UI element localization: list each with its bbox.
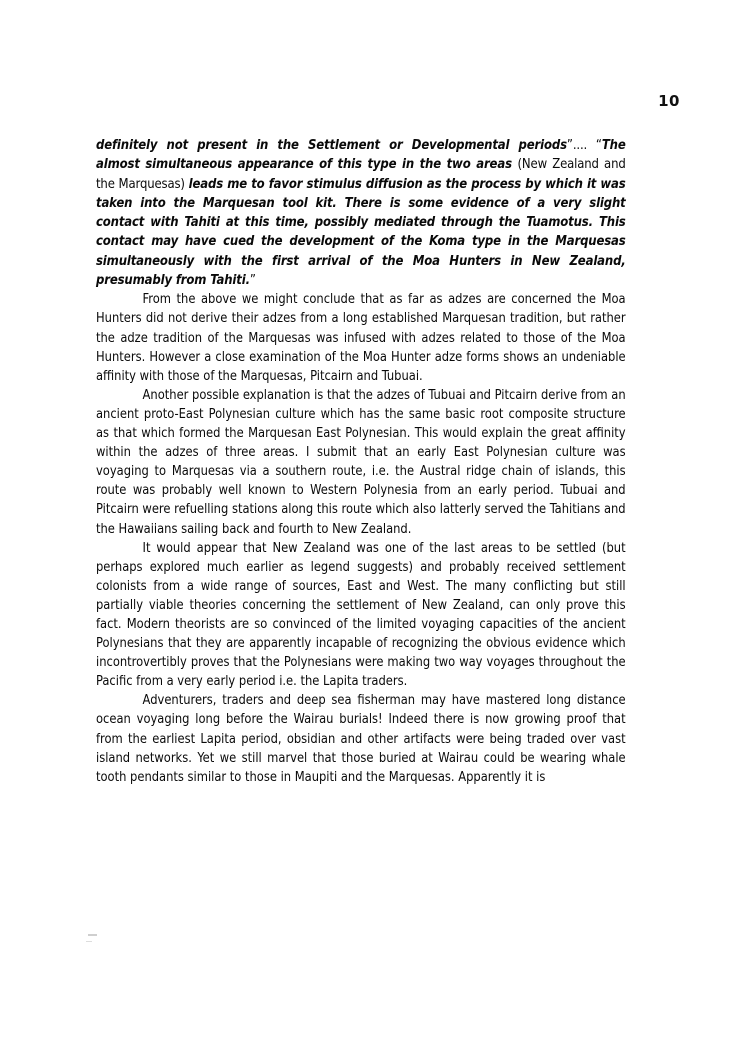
quote-run-upright-3: ” (249, 273, 256, 289)
body-paragraph-4: Adventurers, traders and deep sea fisherman may have mastered long distance ocean voyaging long before the Wairau burials! Indeed there is now growing proof that from the earliest Lapita period, obsidian and other artifacts were being traded over vast island networks. Yet we still marvel that those buried at Wairau could be wearing whale tooth pendants similar to those in Maupiti and the Marquesas. Apparently it is (96, 693, 626, 785)
quote-run-italic-1: definitely not present in the Settlement or Developmental periods (96, 138, 567, 153)
quote-run-upright-1: ”.... “ (566, 138, 602, 153)
block-quote-paragraph (96, 136, 626, 290)
body-paragraph-3: It would appear that New Zealand was one of the last areas to be settled (but perhaps explored much earlier as legend suggests) and probably received settlement colonists from a wide range of sources, East and West. The many conflicting but still partially viable theories concerning the settlement of New Zealand, can only prove this fact. Modern theorists are so convinced of the limited voyaging capacities of the ancient Polynesians that they are apparently incapable of recognizing the obvious evidence which incontrovertibly proves that the Polynesians were making two way voyages throughout the Pacific from a very early period i.e. the Lapita traders. (96, 540, 626, 690)
quote-run-upright-2: (New Zealand and the Marquesas) (96, 157, 626, 192)
page-number: 10 (658, 92, 680, 110)
quote-run-italic-3: leads me to favor stimulus diffusion as the process by which it was taken into the Marquesan tool kit. There is some evidence of a very slight contact with Tahiti at this time, possibly mediated through the Tuamotus. This contact may have cued the development of the Koma type in the Marquesas simultaneously with the first arrival of the Moa Hunters in New Zealand, presumably from Tahiti. (96, 176, 626, 289)
text-column (96, 136, 642, 787)
body-paragraph-2: Another possible explanation is that the adzes of Tubuai and Pitcairn derive from an ancient proto-East Polynesian culture which has the same basic root composite structure as that which formed the Marquesan East Polynesian. This would explain the great affinity within the adzes of three areas. I submit that an early East Polynesian culture was voyaging to Marquesas via a southern route, i.e. the Austral ridge chain of islands, this route was probably well known to Western Polynesia from an early period. Tubuai and Pitcairn were refuelling stations along this route which also latterly served the Tahitians and the Hawaiians sailing back and fourth to New Zealand. (96, 387, 626, 537)
scan-artifact-mark (88, 934, 97, 936)
quote-run-italic-2: The almost simultaneous appearance of this type in the two areas (96, 138, 626, 173)
body-paragraph-1: From the above we might conclude that as far as adzes are concerned the Moa Hunters did not derive their adzes from a long established Marquesan tradition, but rather the adze tradition of the Marquesas was infused with adzes related to those of the Moa Hunters. However a close examination of the Moa Hunter adze forms shows an undeniable affinity with those of the Marquesas, Pitcairn and Tubuai. (96, 292, 626, 384)
scan-artifact-mark-secondary (86, 941, 92, 942)
